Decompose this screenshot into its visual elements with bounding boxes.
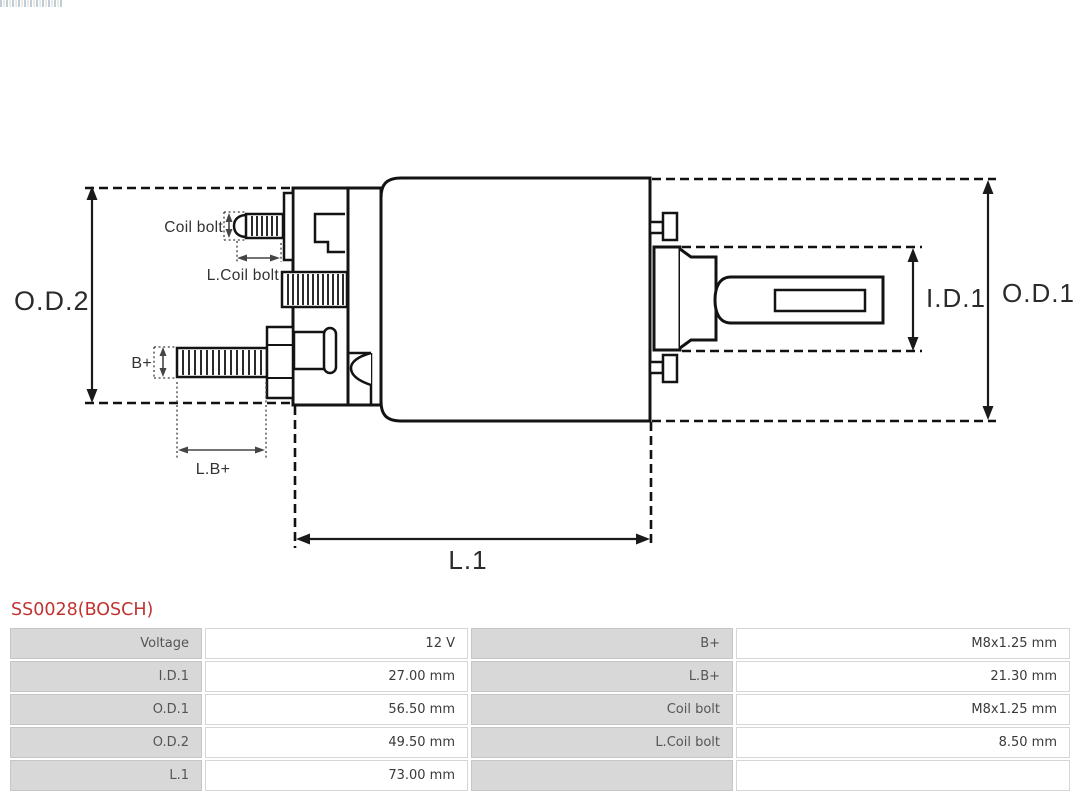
dimension-l1 [296,534,650,545]
dimension-l-b-plus [178,447,265,454]
dimension-b-plus [160,347,167,377]
part-number-title: SS0028(BOSCH) [11,600,154,620]
spec-value [736,760,1070,791]
dim-label-od2: O.D.2 [14,286,90,316]
spec-label: L.Coil bolt [471,727,733,758]
small-dimension-arrows [160,213,281,454]
spec-value: 21.30 mm [736,661,1070,692]
dimension-l-coil-bolt [237,255,280,262]
terminal-upper-inner [650,222,663,233]
spec-label: B+ [471,628,733,659]
dim-label-l1: L.1 [448,545,488,575]
coil-terminal-tab [284,193,293,260]
spec-label: O.D.2 [10,727,202,758]
spec-value: 56.50 mm [205,694,468,725]
plunger-slot [775,290,865,311]
terminal-lower-outer [663,355,677,382]
spec-label [471,760,733,791]
dotted-guides [154,212,281,460]
spec-value: 27.00 mm [205,661,468,692]
b-plus-nut [267,327,293,398]
spec-table [10,628,1070,791]
b-plus-plate [294,332,326,369]
b-plus-stud [177,348,267,377]
terminal-upper-outer [663,213,677,240]
dim-label-b-plus: B+ [131,355,152,372]
spec-label: L.B+ [471,661,733,692]
spec-value: M8x1.25 mm [736,628,1070,659]
spec-value: 8.50 mm [736,727,1070,758]
spec-value: 73.00 mm [205,760,468,791]
plunger-housing-step2 [680,249,716,348]
dimension-coil-bolt [226,213,233,238]
spec-value: 12 V [205,628,468,659]
solenoid-body-group [177,178,883,421]
dim-label-id1: I.D.1 [926,283,986,313]
dim-label-l-b-plus: L.B+ [195,461,231,478]
spec-label: L.1 [10,760,202,791]
spec-label: Voltage [10,628,202,659]
spec-label: Coil bolt [471,694,733,725]
dim-label-od1: O.D.1 [1002,278,1075,308]
solenoid-body [381,178,650,421]
dim-label-l-coil-bolt: L.Coil bolt [206,267,279,284]
spec-label: O.D.1 [10,694,202,725]
b-plus-washer [324,328,336,373]
spec-value: 49.50 mm [205,727,468,758]
dimension-id1 [908,248,919,351]
dim-label-coil-bolt: Coil bolt [164,219,223,236]
terminal-lower-inner [650,362,663,373]
spec-label: I.D.1 [10,661,202,692]
plunger-housing-step1 [654,247,680,350]
spec-value: M8x1.25 mm [736,694,1070,725]
